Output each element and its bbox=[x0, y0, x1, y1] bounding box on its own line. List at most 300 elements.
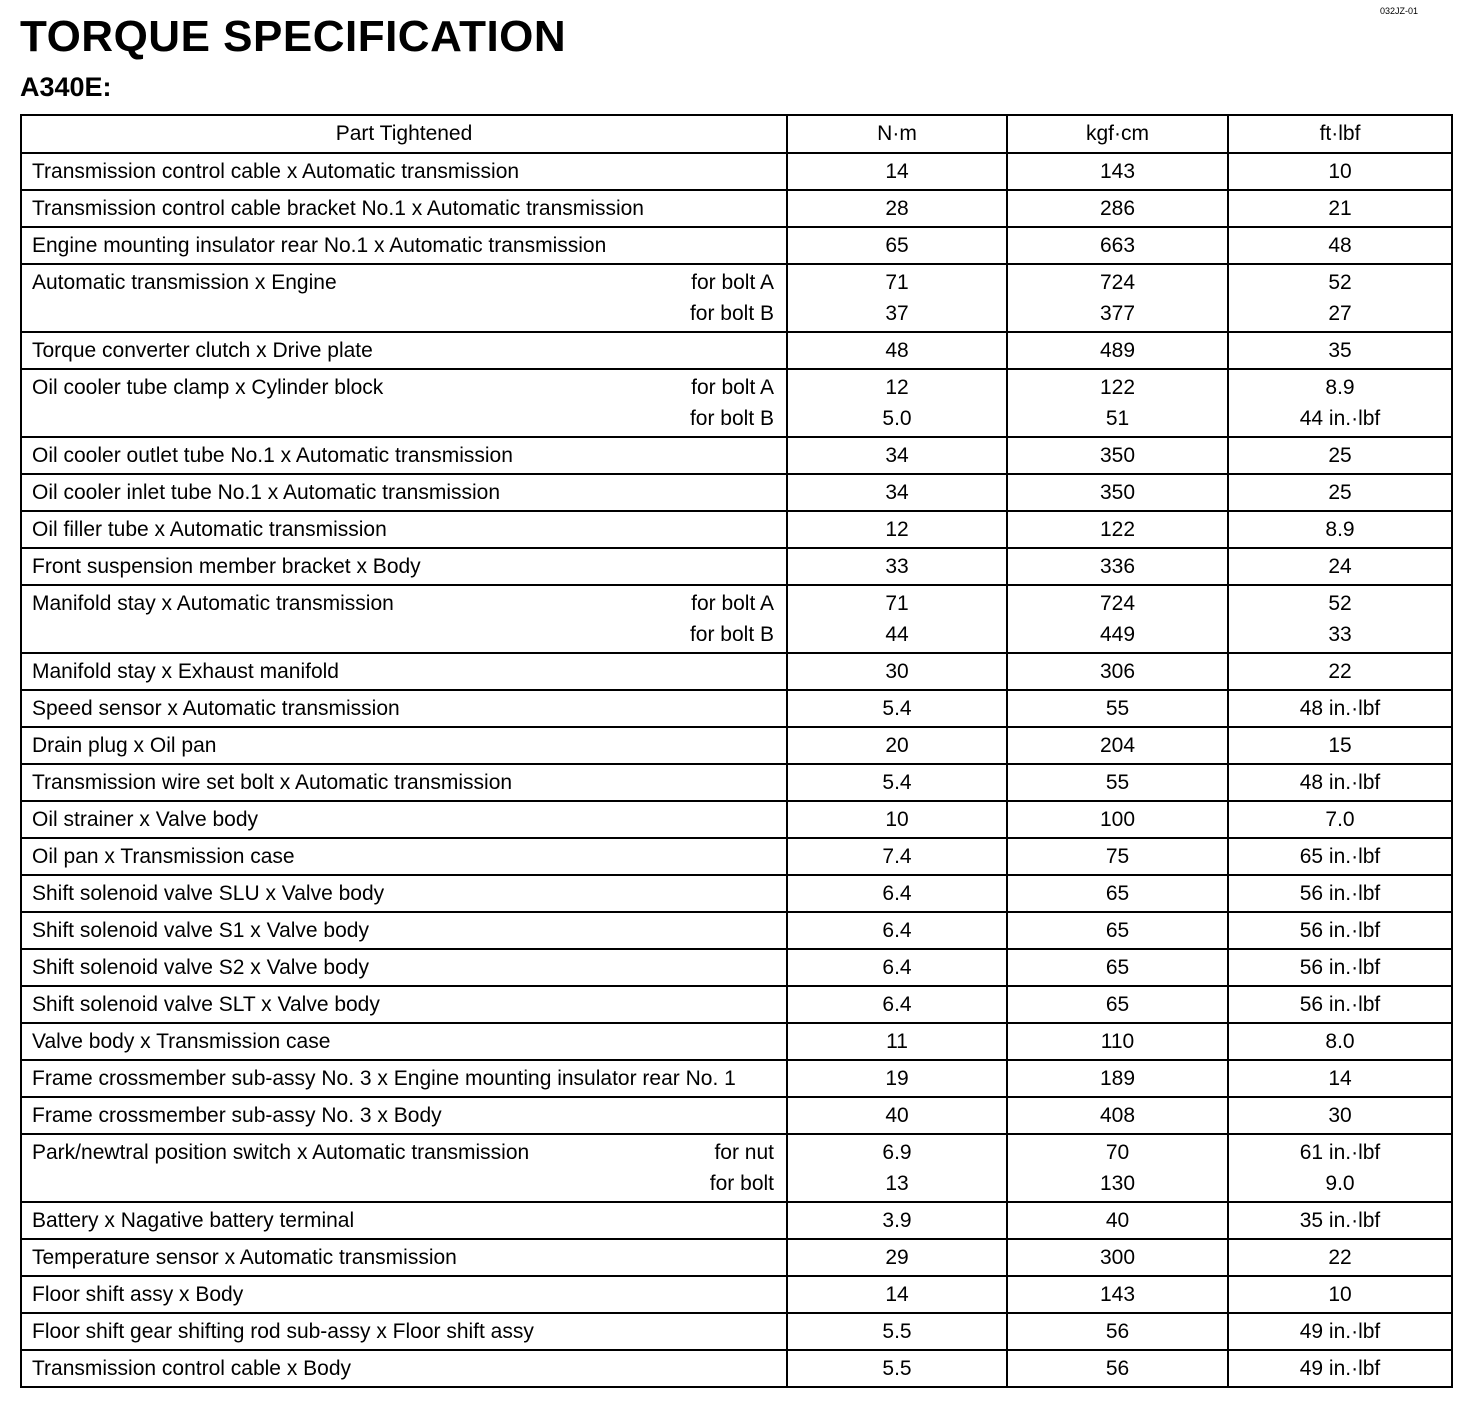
part-name: Frame crossmember sub-assy No. 3 x Body bbox=[32, 1104, 442, 1127]
table-row bbox=[21, 369, 1452, 437]
part-name: Torque converter clutch x Drive plate bbox=[32, 339, 373, 362]
ftlbf-value: 48 in.·lbf bbox=[1299, 697, 1381, 720]
table-row bbox=[21, 1239, 1452, 1276]
ftlbf-value: 35 bbox=[1328, 339, 1352, 362]
bolt-note: for bolt A bbox=[691, 592, 774, 615]
ftlbf-value: 56 in.·lbf bbox=[1299, 919, 1381, 942]
part-cell bbox=[21, 190, 787, 227]
ftlbf-value: 8.9 bbox=[1325, 518, 1355, 541]
part-name: Frame crossmember sub-assy No. 3 x Engine mounting insulator rear No. 1 bbox=[32, 1067, 736, 1090]
ftlbf-value: 22 bbox=[1328, 1246, 1352, 1269]
table-header-row bbox=[21, 115, 1452, 153]
table-row bbox=[21, 912, 1452, 949]
ftlbf-value-cell bbox=[1228, 332, 1452, 369]
kgfcm-value-cell bbox=[1007, 1202, 1228, 1239]
column-header-part: Part Tightened bbox=[21, 115, 787, 153]
nm-value-cell bbox=[787, 1276, 1007, 1313]
ftlbf-value: 25 bbox=[1328, 444, 1352, 467]
table-row bbox=[21, 1202, 1452, 1239]
ftlbf-value: 30 bbox=[1328, 1104, 1352, 1127]
bolt-note: for bolt A bbox=[691, 271, 774, 294]
nm-value-cell bbox=[787, 801, 1007, 838]
nm-value: 71 bbox=[885, 271, 909, 294]
part-name: Drain plug x Oil pan bbox=[32, 734, 217, 757]
part-name: Transmission control cable x Body bbox=[32, 1357, 352, 1380]
ftlbf-value: 35 in.·lbf bbox=[1299, 1209, 1381, 1232]
part-cell bbox=[21, 727, 787, 764]
part-line bbox=[32, 1061, 774, 1096]
table-row bbox=[21, 1350, 1452, 1387]
nm-value: 12 bbox=[885, 518, 909, 541]
part-line bbox=[32, 1137, 774, 1168]
bolt-note: for bolt B bbox=[689, 407, 774, 430]
kgfcm-value-cell bbox=[1007, 727, 1228, 764]
table-row bbox=[21, 1276, 1452, 1313]
ftlbf-value: 52 bbox=[1328, 271, 1352, 294]
part-line bbox=[32, 267, 774, 298]
table-row bbox=[21, 227, 1452, 264]
part-name: Transmission control cable bracket No.1 x Automatic transmission bbox=[32, 197, 644, 220]
part-name: Oil filler tube x Automatic transmission bbox=[32, 518, 387, 541]
kgfcm-value: 65 bbox=[1105, 993, 1130, 1016]
nm-value: 11 bbox=[886, 1030, 908, 1053]
table-row bbox=[21, 548, 1452, 585]
ftlbf-value-cell bbox=[1228, 912, 1452, 949]
table-row bbox=[21, 764, 1452, 801]
part-line bbox=[32, 1098, 774, 1133]
ftlbf-value: 44 in.·lbf bbox=[1299, 407, 1381, 430]
kgfcm-value-cell bbox=[1007, 474, 1228, 511]
ftlbf-value-cell bbox=[1228, 986, 1452, 1023]
kgfcm-value-cell bbox=[1007, 190, 1228, 227]
ftlbf-value-cell bbox=[1228, 1350, 1452, 1387]
part-line bbox=[32, 372, 774, 403]
part-cell bbox=[21, 653, 787, 690]
ftlbf-value: 65 in.·lbf bbox=[1299, 845, 1381, 868]
kgfcm-value-cell bbox=[1007, 437, 1228, 474]
part-line bbox=[32, 154, 774, 189]
nm-value: 7.4 bbox=[882, 845, 912, 868]
part-line bbox=[32, 298, 774, 329]
nm-value: 34 bbox=[885, 444, 909, 467]
part-name: Transmission control cable x Automatic transmission bbox=[32, 160, 520, 183]
part-line bbox=[32, 333, 774, 368]
ftlbf-value-cell bbox=[1228, 369, 1452, 437]
nm-value: 44 bbox=[885, 623, 909, 646]
part-cell bbox=[21, 227, 787, 264]
kgfcm-value-cell bbox=[1007, 227, 1228, 264]
nm-value-cell bbox=[787, 1134, 1007, 1202]
nm-value: 30 bbox=[885, 660, 909, 683]
nm-value-cell bbox=[787, 1097, 1007, 1134]
ftlbf-value: 22 bbox=[1328, 660, 1352, 683]
part-cell bbox=[21, 875, 787, 912]
nm-value: 5.5 bbox=[882, 1357, 912, 1380]
kgfcm-value-cell bbox=[1007, 369, 1228, 437]
nm-value: 14 bbox=[885, 1283, 909, 1306]
ftlbf-value-cell bbox=[1228, 801, 1452, 838]
kgfcm-value: 40 bbox=[1105, 1209, 1130, 1232]
table-row bbox=[21, 1097, 1452, 1134]
part-name: Shift solenoid valve S2 x Valve body bbox=[32, 956, 369, 979]
kgfcm-value: 336 bbox=[1099, 555, 1136, 578]
ftlbf-value: 52 bbox=[1328, 592, 1352, 615]
part-line bbox=[32, 802, 774, 837]
part-cell bbox=[21, 264, 787, 332]
ftlbf-value-cell bbox=[1228, 653, 1452, 690]
ftlbf-value: 8.9 bbox=[1325, 376, 1355, 399]
nm-value-cell bbox=[787, 690, 1007, 727]
ftlbf-value-cell bbox=[1228, 474, 1452, 511]
ftlbf-value-cell bbox=[1228, 585, 1452, 653]
section-subtitle: A340E: bbox=[20, 72, 112, 102]
nm-value: 10 bbox=[885, 808, 909, 831]
part-name: Shift solenoid valve SLU x Valve body bbox=[32, 882, 385, 905]
nm-value: 5.0 bbox=[882, 407, 912, 430]
table-row bbox=[21, 690, 1452, 727]
kgfcm-value: 75 bbox=[1105, 845, 1130, 868]
table-row bbox=[21, 986, 1452, 1023]
part-name: Park/newtral position switch x Automatic transmission bbox=[32, 1141, 530, 1164]
kgfcm-value-cell bbox=[1007, 1060, 1228, 1097]
part-cell bbox=[21, 1134, 787, 1202]
part-line bbox=[32, 839, 774, 874]
nm-value: 5.4 bbox=[882, 697, 912, 720]
bolt-note: for bolt bbox=[709, 1172, 774, 1195]
part-cell bbox=[21, 585, 787, 653]
nm-value-cell bbox=[787, 264, 1007, 332]
page-title: TORQUE SPECIFICATION bbox=[20, 12, 567, 61]
nm-value: 5.4 bbox=[882, 771, 912, 794]
nm-value-cell bbox=[787, 1313, 1007, 1350]
kgfcm-value: 65 bbox=[1105, 882, 1130, 905]
torque-spec-table bbox=[20, 114, 1453, 1388]
part-line bbox=[32, 475, 774, 510]
column-header-ftlbf: ft·lbf bbox=[1228, 115, 1452, 153]
kgfcm-value: 306 bbox=[1099, 660, 1136, 683]
part-cell bbox=[21, 690, 787, 727]
part-cell bbox=[21, 548, 787, 585]
part-name: Engine mounting insulator rear No.1 x Automatic transmission bbox=[32, 234, 607, 257]
kgfcm-value: 122 bbox=[1099, 518, 1136, 541]
ftlbf-value-cell bbox=[1228, 1097, 1452, 1134]
part-cell bbox=[21, 511, 787, 548]
nm-value-cell bbox=[787, 437, 1007, 474]
ftlbf-value: 24 bbox=[1328, 555, 1352, 578]
kgfcm-value: 350 bbox=[1099, 444, 1136, 467]
kgfcm-value-cell bbox=[1007, 1350, 1228, 1387]
nm-value-cell bbox=[787, 1350, 1007, 1387]
nm-value: 28 bbox=[885, 197, 909, 220]
kgfcm-value-cell bbox=[1007, 949, 1228, 986]
table-row bbox=[21, 190, 1452, 227]
part-cell bbox=[21, 801, 787, 838]
ftlbf-value-cell bbox=[1228, 190, 1452, 227]
part-line bbox=[32, 1277, 774, 1312]
ftlbf-value-cell bbox=[1228, 1276, 1452, 1313]
kgfcm-value: 110 bbox=[1100, 1030, 1135, 1053]
ftlbf-value: 9.0 bbox=[1325, 1172, 1355, 1195]
nm-value: 37 bbox=[885, 302, 909, 325]
table-row bbox=[21, 949, 1452, 986]
nm-value-cell bbox=[787, 153, 1007, 190]
table-row bbox=[21, 838, 1452, 875]
table-row bbox=[21, 437, 1452, 474]
kgfcm-value: 286 bbox=[1099, 197, 1136, 220]
ftlbf-value-cell bbox=[1228, 437, 1452, 474]
kgfcm-value-cell bbox=[1007, 1313, 1228, 1350]
part-line bbox=[32, 1351, 774, 1386]
nm-value-cell bbox=[787, 1023, 1007, 1060]
nm-value-cell bbox=[787, 949, 1007, 986]
nm-value-cell bbox=[787, 474, 1007, 511]
part-cell bbox=[21, 474, 787, 511]
part-cell bbox=[21, 838, 787, 875]
kgfcm-value: 70 bbox=[1105, 1141, 1130, 1164]
kgfcm-value: 130 bbox=[1099, 1172, 1136, 1195]
nm-value: 14 bbox=[885, 160, 909, 183]
part-cell bbox=[21, 986, 787, 1023]
ftlbf-value: 25 bbox=[1328, 481, 1352, 504]
part-cell bbox=[21, 153, 787, 190]
ftlbf-value: 10 bbox=[1328, 1283, 1352, 1306]
table-row bbox=[21, 1313, 1452, 1350]
kgfcm-value: 143 bbox=[1099, 160, 1136, 183]
kgfcm-value: 65 bbox=[1105, 919, 1130, 942]
kgfcm-value-cell bbox=[1007, 1097, 1228, 1134]
ftlbf-value-cell bbox=[1228, 1239, 1452, 1276]
bolt-note: for nut bbox=[714, 1141, 774, 1164]
table-row bbox=[21, 474, 1452, 511]
kgfcm-value-cell bbox=[1007, 1276, 1228, 1313]
part-line bbox=[32, 1203, 774, 1238]
nm-value-cell bbox=[787, 727, 1007, 764]
part-cell bbox=[21, 1313, 787, 1350]
ftlbf-value: 49 in.·lbf bbox=[1299, 1320, 1381, 1343]
kgfcm-value: 55 bbox=[1105, 771, 1130, 794]
part-name: Shift solenoid valve SLT x Valve body bbox=[32, 993, 380, 1016]
nm-value: 29 bbox=[885, 1246, 909, 1269]
nm-value: 6.9 bbox=[882, 1141, 912, 1164]
part-line bbox=[32, 549, 774, 584]
kgfcm-value-cell bbox=[1007, 585, 1228, 653]
nm-value-cell bbox=[787, 653, 1007, 690]
part-line bbox=[32, 654, 774, 689]
nm-value: 40 bbox=[885, 1104, 909, 1127]
ftlbf-value-cell bbox=[1228, 1060, 1452, 1097]
part-line bbox=[32, 913, 774, 948]
kgfcm-value-cell bbox=[1007, 332, 1228, 369]
kgfcm-value-cell bbox=[1007, 801, 1228, 838]
ftlbf-value-cell bbox=[1228, 838, 1452, 875]
kgfcm-value-cell bbox=[1007, 1134, 1228, 1202]
part-name: Valve body x Transmission case bbox=[32, 1030, 331, 1053]
kgfcm-value: 143 bbox=[1099, 1283, 1136, 1306]
part-line bbox=[32, 1240, 774, 1275]
ftlbf-value: 56 in.·lbf bbox=[1299, 993, 1381, 1016]
nm-value: 34 bbox=[885, 481, 909, 504]
nm-value: 19 bbox=[885, 1067, 909, 1090]
ftlbf-value: 61 in.·lbf bbox=[1299, 1141, 1381, 1164]
nm-value-cell bbox=[787, 875, 1007, 912]
ftlbf-value-cell bbox=[1228, 511, 1452, 548]
part-line bbox=[32, 728, 774, 763]
nm-value-cell bbox=[787, 1239, 1007, 1276]
nm-value-cell bbox=[787, 912, 1007, 949]
ftlbf-value-cell bbox=[1228, 153, 1452, 190]
part-cell bbox=[21, 1202, 787, 1239]
kgfcm-value: 408 bbox=[1099, 1104, 1136, 1127]
part-line bbox=[32, 512, 774, 547]
part-line bbox=[32, 228, 774, 263]
table-row bbox=[21, 153, 1452, 190]
nm-value-cell bbox=[787, 511, 1007, 548]
kgfcm-value-cell bbox=[1007, 1023, 1228, 1060]
ftlbf-value-cell bbox=[1228, 1313, 1452, 1350]
part-line bbox=[32, 691, 774, 726]
table-row bbox=[21, 332, 1452, 369]
nm-value: 12 bbox=[885, 376, 909, 399]
part-line bbox=[32, 765, 774, 800]
part-line bbox=[32, 588, 774, 619]
part-line bbox=[32, 438, 774, 473]
ftlbf-value-cell bbox=[1228, 264, 1452, 332]
kgfcm-value: 724 bbox=[1099, 592, 1136, 615]
part-name: Oil cooler inlet tube No.1 x Automatic transmission bbox=[32, 481, 501, 504]
part-cell bbox=[21, 1276, 787, 1313]
kgfcm-value: 300 bbox=[1099, 1246, 1136, 1269]
table-row bbox=[21, 1134, 1452, 1202]
nm-value: 6.4 bbox=[882, 993, 912, 1016]
ftlbf-value-cell bbox=[1228, 764, 1452, 801]
nm-value: 6.4 bbox=[882, 882, 912, 905]
part-name: Battery x Nagative battery terminal bbox=[32, 1209, 355, 1232]
ftlbf-value: 48 bbox=[1328, 234, 1352, 257]
nm-value: 33 bbox=[885, 555, 909, 578]
kgfcm-value: 55 bbox=[1105, 697, 1130, 720]
part-name: Manifold stay x Automatic transmission bbox=[32, 592, 394, 615]
ftlbf-value-cell bbox=[1228, 1134, 1452, 1202]
part-line bbox=[32, 1024, 774, 1059]
ftlbf-value-cell bbox=[1228, 690, 1452, 727]
part-cell bbox=[21, 764, 787, 801]
kgfcm-value-cell bbox=[1007, 690, 1228, 727]
nm-value: 6.4 bbox=[882, 919, 912, 942]
kgfcm-value: 377 bbox=[1099, 302, 1136, 325]
kgfcm-value-cell bbox=[1007, 838, 1228, 875]
ftlbf-value-cell bbox=[1228, 1023, 1452, 1060]
part-cell bbox=[21, 912, 787, 949]
kgfcm-value: 350 bbox=[1099, 481, 1136, 504]
nm-value-cell bbox=[787, 1202, 1007, 1239]
ftlbf-value: 56 in.·lbf bbox=[1299, 956, 1381, 979]
ftlbf-value: 15 bbox=[1328, 734, 1352, 757]
ftlbf-value: 27 bbox=[1328, 302, 1352, 325]
bolt-note: for bolt A bbox=[691, 376, 774, 399]
nm-value-cell bbox=[787, 190, 1007, 227]
nm-value: 71 bbox=[885, 592, 909, 615]
table-row bbox=[21, 511, 1452, 548]
kgfcm-value-cell bbox=[1007, 511, 1228, 548]
part-name: Transmission wire set bolt x Automatic transmission bbox=[32, 771, 513, 794]
kgfcm-value-cell bbox=[1007, 153, 1228, 190]
part-name: Oil cooler outlet tube No.1 x Automatic transmission bbox=[32, 444, 513, 467]
nm-value-cell bbox=[787, 227, 1007, 264]
kgfcm-value: 51 bbox=[1105, 407, 1130, 430]
part-name: Oil pan x Transmission case bbox=[32, 845, 295, 868]
nm-value-cell bbox=[787, 838, 1007, 875]
part-name: Automatic transmission x Engine bbox=[32, 271, 337, 294]
part-cell bbox=[21, 949, 787, 986]
part-line bbox=[32, 191, 774, 226]
document-code: 032JZ-01 bbox=[1380, 6, 1419, 16]
part-name: Temperature sensor x Automatic transmission bbox=[32, 1246, 457, 1269]
part-cell bbox=[21, 1060, 787, 1097]
ftlbf-value: 14 bbox=[1328, 1067, 1352, 1090]
ftlbf-value: 7.0 bbox=[1325, 808, 1355, 831]
nm-value: 3.9 bbox=[882, 1209, 912, 1232]
nm-value: 13 bbox=[885, 1172, 909, 1195]
kgfcm-value-cell bbox=[1007, 986, 1228, 1023]
bolt-note: for bolt B bbox=[689, 623, 774, 646]
ftlbf-value-cell bbox=[1228, 727, 1452, 764]
column-header-kgfcm: kgf·cm bbox=[1007, 115, 1228, 153]
part-line bbox=[32, 876, 774, 911]
kgfcm-value-cell bbox=[1007, 264, 1228, 332]
nm-value: 48 bbox=[885, 339, 909, 362]
kgfcm-value: 122 bbox=[1099, 376, 1136, 399]
table-row bbox=[21, 653, 1452, 690]
ftlbf-value: 56 in.·lbf bbox=[1299, 882, 1381, 905]
nm-value-cell bbox=[787, 986, 1007, 1023]
nm-value: 20 bbox=[885, 734, 909, 757]
ftlbf-value-cell bbox=[1228, 949, 1452, 986]
kgfcm-value-cell bbox=[1007, 653, 1228, 690]
ftlbf-value-cell bbox=[1228, 548, 1452, 585]
nm-value: 6.4 bbox=[882, 956, 912, 979]
kgfcm-value: 100 bbox=[1099, 808, 1136, 831]
part-line bbox=[32, 1314, 774, 1349]
part-line bbox=[32, 1168, 774, 1199]
part-line bbox=[32, 950, 774, 985]
kgfcm-value: 65 bbox=[1105, 956, 1130, 979]
kgfcm-value: 449 bbox=[1099, 623, 1136, 646]
kgfcm-value-cell bbox=[1007, 764, 1228, 801]
ftlbf-value-cell bbox=[1228, 1202, 1452, 1239]
kgfcm-value-cell bbox=[1007, 912, 1228, 949]
part-line bbox=[32, 403, 774, 434]
kgfcm-value: 56 bbox=[1105, 1357, 1130, 1380]
part-cell bbox=[21, 332, 787, 369]
kgfcm-value-cell bbox=[1007, 548, 1228, 585]
kgfcm-value: 189 bbox=[1099, 1067, 1136, 1090]
nm-value-cell bbox=[787, 764, 1007, 801]
table-row bbox=[21, 801, 1452, 838]
part-name: Floor shift gear shifting rod sub-assy x Floor shift assy bbox=[32, 1320, 534, 1343]
bolt-note: for bolt B bbox=[689, 302, 774, 325]
ftlbf-value: 8.0 bbox=[1325, 1030, 1355, 1053]
table-row bbox=[21, 727, 1452, 764]
part-name: Manifold stay x Exhaust manifold bbox=[32, 660, 339, 683]
ftlbf-value: 48 in.·lbf bbox=[1299, 771, 1381, 794]
kgfcm-value: 489 bbox=[1099, 339, 1136, 362]
table-row bbox=[21, 585, 1452, 653]
kgfcm-value-cell bbox=[1007, 1239, 1228, 1276]
part-name: Oil cooler tube clamp x Cylinder block bbox=[32, 376, 384, 399]
table-row bbox=[21, 1023, 1452, 1060]
part-cell bbox=[21, 1239, 787, 1276]
ftlbf-value: 49 in.·lbf bbox=[1299, 1357, 1381, 1380]
